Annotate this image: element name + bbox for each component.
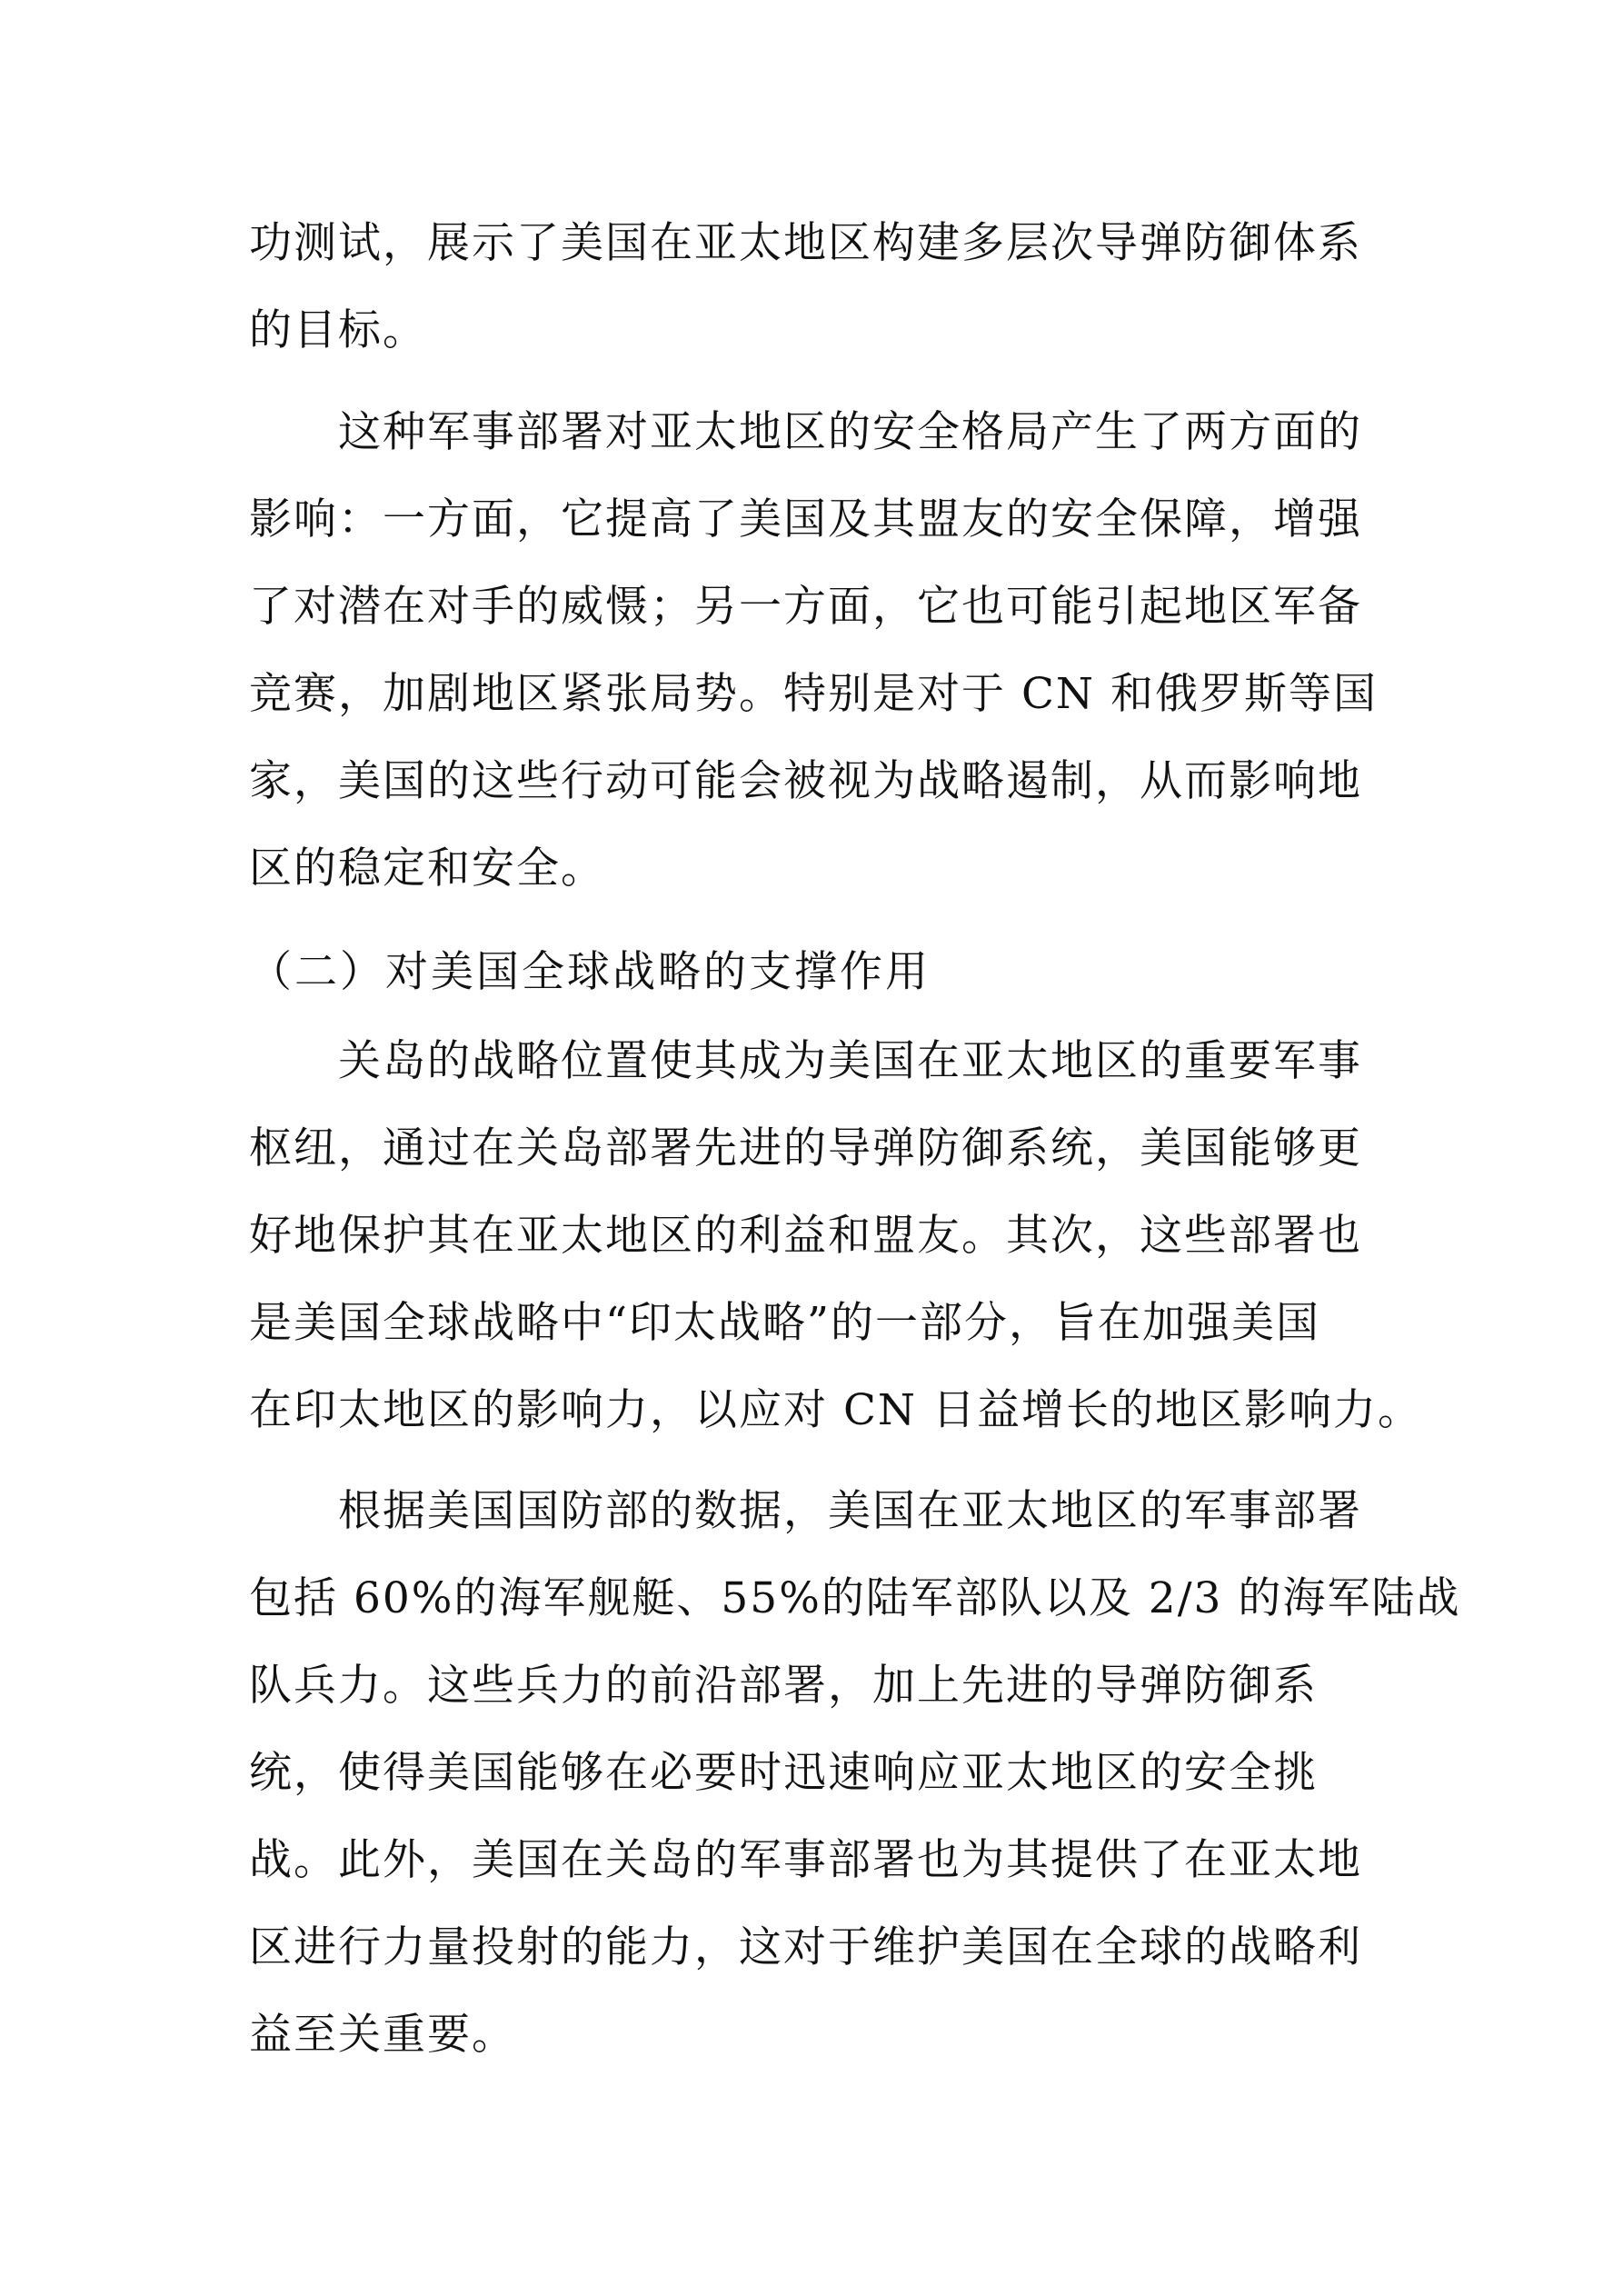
paragraph-impact <box>249 389 1378 913</box>
paragraph-line: 区进行力量投射的能力，这对于维护美国在全球的战略利 <box>249 1922 1362 1972</box>
paragraph-continued <box>249 200 1367 374</box>
paragraph-line: 关岛的战略位置使其成为美国在亚太地区的重要军事 <box>249 1036 1362 1086</box>
paragraph-line: 影响：一方面，它提高了美国及其盟友的安全保障，增强 <box>249 494 1362 544</box>
paragraph-line: 队兵力。这些兵力的前沿部署，加上先进的导弹防御系 <box>249 1661 1318 1711</box>
paragraph-line: 包括 60%的海军舰艇、55%的陆军部队以及 2/3 的海军陆战 <box>249 1573 1461 1623</box>
paragraph-line: 家，美国的这些行动可能会被视为战略遏制，从而影响地 <box>249 756 1362 806</box>
paragraph-line: 是美国全球战略中“印太战略”的一部分，旨在加强美国 <box>249 1298 1321 1348</box>
paragraph-line: 竞赛，加剧地区紧张局势。特别是对于 CN 和俄罗斯等国 <box>249 669 1378 719</box>
paragraph-line: 枢纽，通过在关岛部署先进的导弹防御系统，美国能够更 <box>249 1123 1362 1173</box>
paragraph-line: 的目标。 <box>249 305 427 355</box>
section-heading-text: （二）对美国全球战略的支撑作用 <box>249 947 931 997</box>
paragraph-line: 统，使得美国能够在必要时迅速响应亚太地区的安全挑 <box>249 1748 1318 1798</box>
paragraph-line: 战。此外，美国在关岛的军事部署也为其提供了在亚太地 <box>249 1835 1362 1885</box>
paragraph-line: 区的稳定和安全。 <box>249 844 605 893</box>
paragraph-guam-position <box>249 1018 1422 1454</box>
paragraph-line: 这种军事部署对亚太地区的安全格局产生了两方面的 <box>249 407 1362 457</box>
paragraph-line: 益至关重要。 <box>249 2010 516 2060</box>
section-heading <box>249 929 1367 1016</box>
paragraph-line: 在印太地区的影响力，以应对 CN 日益增长的地区影响力。 <box>249 1385 1422 1435</box>
paragraph-line: 好地保护其在亚太地区的利益和盟友。其次，这些部署也 <box>249 1211 1362 1261</box>
paragraph-line: 根据美国国防部的数据，美国在亚太地区的军事部署 <box>249 1486 1362 1536</box>
paragraph-line: 了对潜在对手的威慑；另一方面，它也可能引起地区军备 <box>249 582 1362 632</box>
paragraph-line: 功测试，展示了美国在亚太地区构建多层次导弹防御体系 <box>249 218 1362 268</box>
paragraph-defense-data <box>249 1468 1461 2079</box>
